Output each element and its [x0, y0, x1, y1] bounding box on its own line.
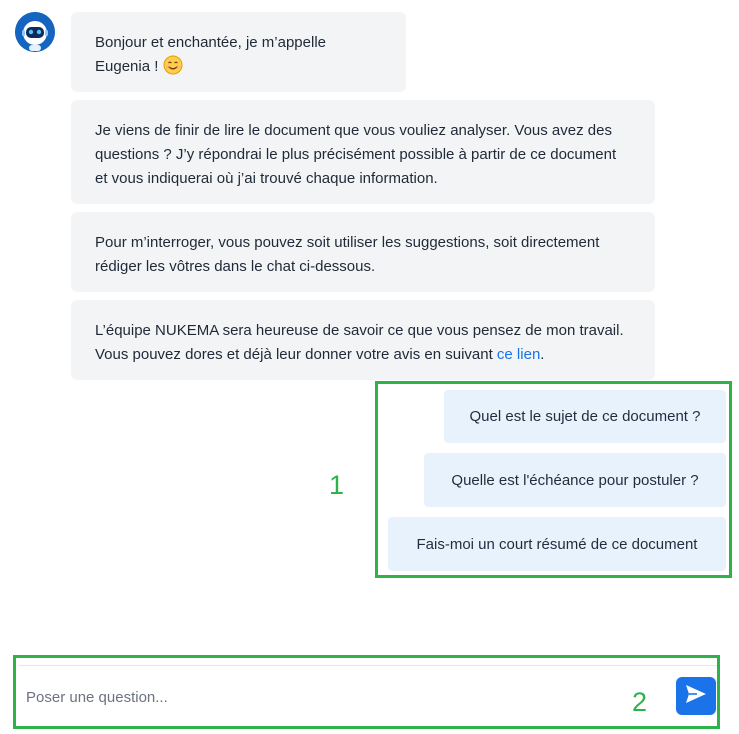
robot-avatar-icon: [15, 12, 55, 52]
message-text: Pour m’interroger, vous pouvez soit utiliser les suggestions, soit directement rédiger les vôtres dans le chat ci-dessous.: [95, 234, 600, 275]
annotation-marker-1: 1: [329, 470, 345, 500]
feedback-link[interactable]: ce lien: [496, 346, 541, 363]
suggestion-button[interactable]: Quelle est l'échéance pour postuler ?: [424, 453, 726, 507]
assistant-message: [71, 212, 655, 292]
smiling-face-icon: [163, 55, 183, 83]
assistant-message: [71, 100, 655, 204]
suggestion-button[interactable]: Quel est le sujet de ce document ?: [444, 390, 726, 443]
message-text: L’équipe NUKEMA sera heureuse de savoir ce que vous pensez de mon travail. Vous pouvez dores et déjà leur donner votre avis en suivant: [95, 322, 624, 363]
send-button[interactable]: [676, 677, 716, 715]
question-input[interactable]: [26, 682, 616, 712]
assistant-message: [71, 12, 406, 92]
assistant-message: [71, 300, 655, 380]
send-icon: [685, 684, 707, 709]
suggestion-button[interactable]: Fais-moi un court résumé de ce document: [388, 517, 726, 571]
message-text: Bonjour et enchantée, je m’appelle Eugenia !: [95, 34, 326, 75]
annotation-marker-2: 2: [632, 687, 648, 717]
message-text: Je viens de finir de lire le document que vous vouliez analyser. Vous avez des questions ? J’y répondrai le plus précisément possible à partir de ce document et vous indiquerai où j’ai trouvé chaque information.: [95, 122, 617, 187]
message-suffix: .: [540, 346, 545, 363]
